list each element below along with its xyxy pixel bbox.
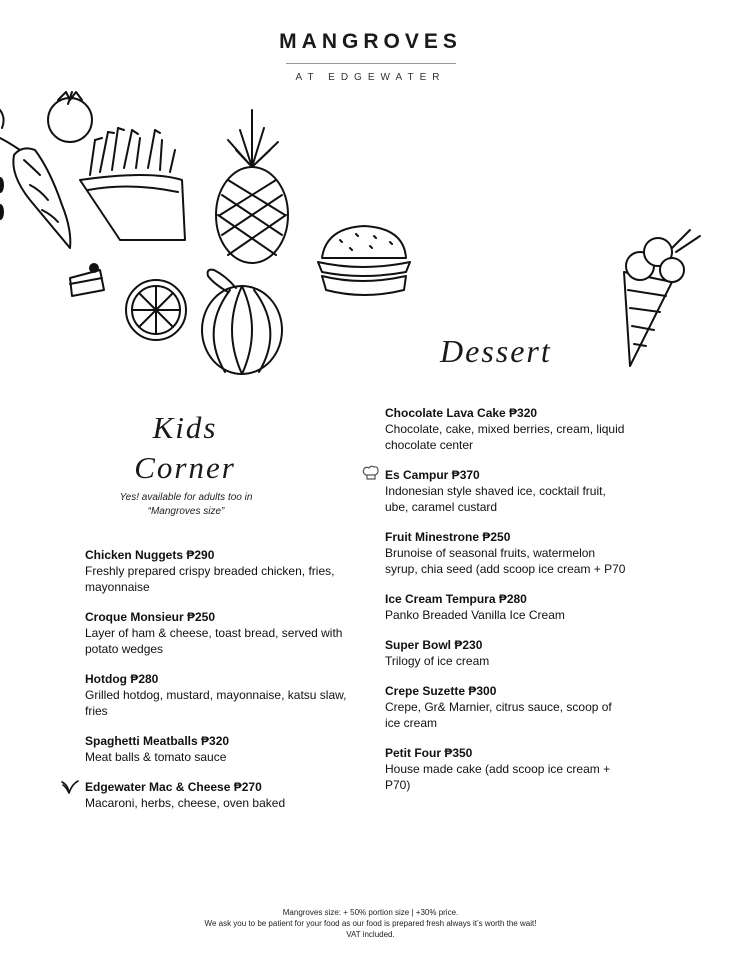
menu-item-fruit-minestrone xyxy=(385,529,630,577)
item-name: Crepe Suzette ₱300 xyxy=(385,684,497,698)
menu-footer xyxy=(0,907,741,940)
kids-corner-title xyxy=(110,408,260,488)
pumpkin-icon xyxy=(202,270,282,374)
kids-note xyxy=(100,491,272,519)
item-description: Brunoise of seasonal fruits, watermelon syrup, chia seed (add scoop ice cream + P70 xyxy=(385,546,626,576)
item-description: Panko Breaded Vanilla Ice Cream xyxy=(385,608,565,622)
item-name: Ice Cream Tempura ₱280 xyxy=(385,592,527,606)
footer-line-portion: Mangroves size: + 50% portion size | +30% price. xyxy=(282,908,459,917)
item-name: Fruit Minestrone ₱250 xyxy=(385,530,511,544)
item-description: Grilled hotdog, mustard, mayonnaise, katsu slaw, fries xyxy=(85,688,347,718)
item-description: Freshly prepared crispy breaded chicken, fries, mayonnaise xyxy=(85,564,335,594)
item-name: Chicken Nuggets ₱290 xyxy=(85,548,215,562)
menu-item-crepe-suzette xyxy=(385,683,630,731)
item-description: Indonesian style shaved ice, cocktail fruit, ube, caramel custard xyxy=(385,484,606,514)
kids-note-line2: “Mangroves size” xyxy=(147,506,225,517)
brand-subtitle: AT EDGEWATER xyxy=(295,72,446,83)
dessert-menu-list xyxy=(385,405,630,807)
leaf-icon xyxy=(60,779,80,800)
item-name: Hotdog ₱280 xyxy=(85,672,159,686)
kids-title-line1: Kids xyxy=(152,410,218,445)
tomato-icon xyxy=(48,92,92,142)
kids-note-line1: Yes! available for adults too in xyxy=(119,492,253,503)
food-illustrations xyxy=(0,0,741,400)
orange-slice-icon xyxy=(126,280,186,340)
menu-item-chocolate-lava-cake xyxy=(385,405,630,453)
menu-item-super-bowl xyxy=(385,637,630,669)
item-description: Crepe, Gr& Marnier, citrus sauce, scoop of ice cream xyxy=(385,700,612,730)
kids-title-line2: Corner xyxy=(134,450,236,485)
chef-hat-icon xyxy=(362,465,380,486)
item-description: Trilogy of ice cream xyxy=(385,654,490,668)
item-name: Petit Four ₱350 xyxy=(385,746,473,760)
menu-item-ice-cream-tempura xyxy=(385,591,630,623)
partial-veggie-icon xyxy=(0,110,4,219)
footer-line-patience: We ask you to be patient for your food as our food is prepared fresh always it’s worth the wait! xyxy=(204,919,537,928)
footer-line-vat: VAT included. xyxy=(346,930,395,939)
item-name: Spaghetti Meatballs ₱320 xyxy=(85,734,230,748)
carrot-icon xyxy=(0,138,70,248)
item-name: Croque Monsieur ₱250 xyxy=(85,610,216,624)
item-description: Layer of ham & cheese, toast bread, served with potato wedges xyxy=(85,626,343,656)
dessert-title: Dessert xyxy=(440,333,552,369)
brand-title: MANGROVES xyxy=(279,30,462,53)
item-description: Macaroni, herbs, cheese, oven baked xyxy=(85,796,286,810)
item-description: House made cake (add scoop ice cream + P70) xyxy=(385,762,611,792)
item-description: Chocolate, cake, mixed berries, cream, liquid chocolate center xyxy=(385,422,625,452)
menu-item-croque-monsieur xyxy=(85,609,355,657)
kids-menu-list xyxy=(85,547,355,825)
fries-icon xyxy=(80,128,185,240)
item-description: Meat balls & tomato sauce xyxy=(85,750,227,764)
menu-item-es-campur xyxy=(385,467,630,515)
menu-item-petit-four xyxy=(385,745,630,793)
item-name: Es Campur ₱370 xyxy=(385,468,480,482)
menu-item-spaghetti-meatballs xyxy=(85,733,355,765)
burger-icon xyxy=(318,226,410,295)
item-name: Edgewater Mac & Cheese ₱270 xyxy=(85,780,262,794)
item-name: Chocolate Lava Cake ₱320 xyxy=(385,406,538,420)
pineapple-icon xyxy=(216,110,288,263)
cake-slice-icon xyxy=(70,264,104,296)
item-name: Super Bowl ₱230 xyxy=(385,638,483,652)
menu-item-mac-and-cheese xyxy=(85,779,355,811)
ice-cream-cone-icon xyxy=(624,230,700,366)
menu-item-hotdog xyxy=(85,671,355,719)
menu-item-chicken-nuggets xyxy=(85,547,355,595)
